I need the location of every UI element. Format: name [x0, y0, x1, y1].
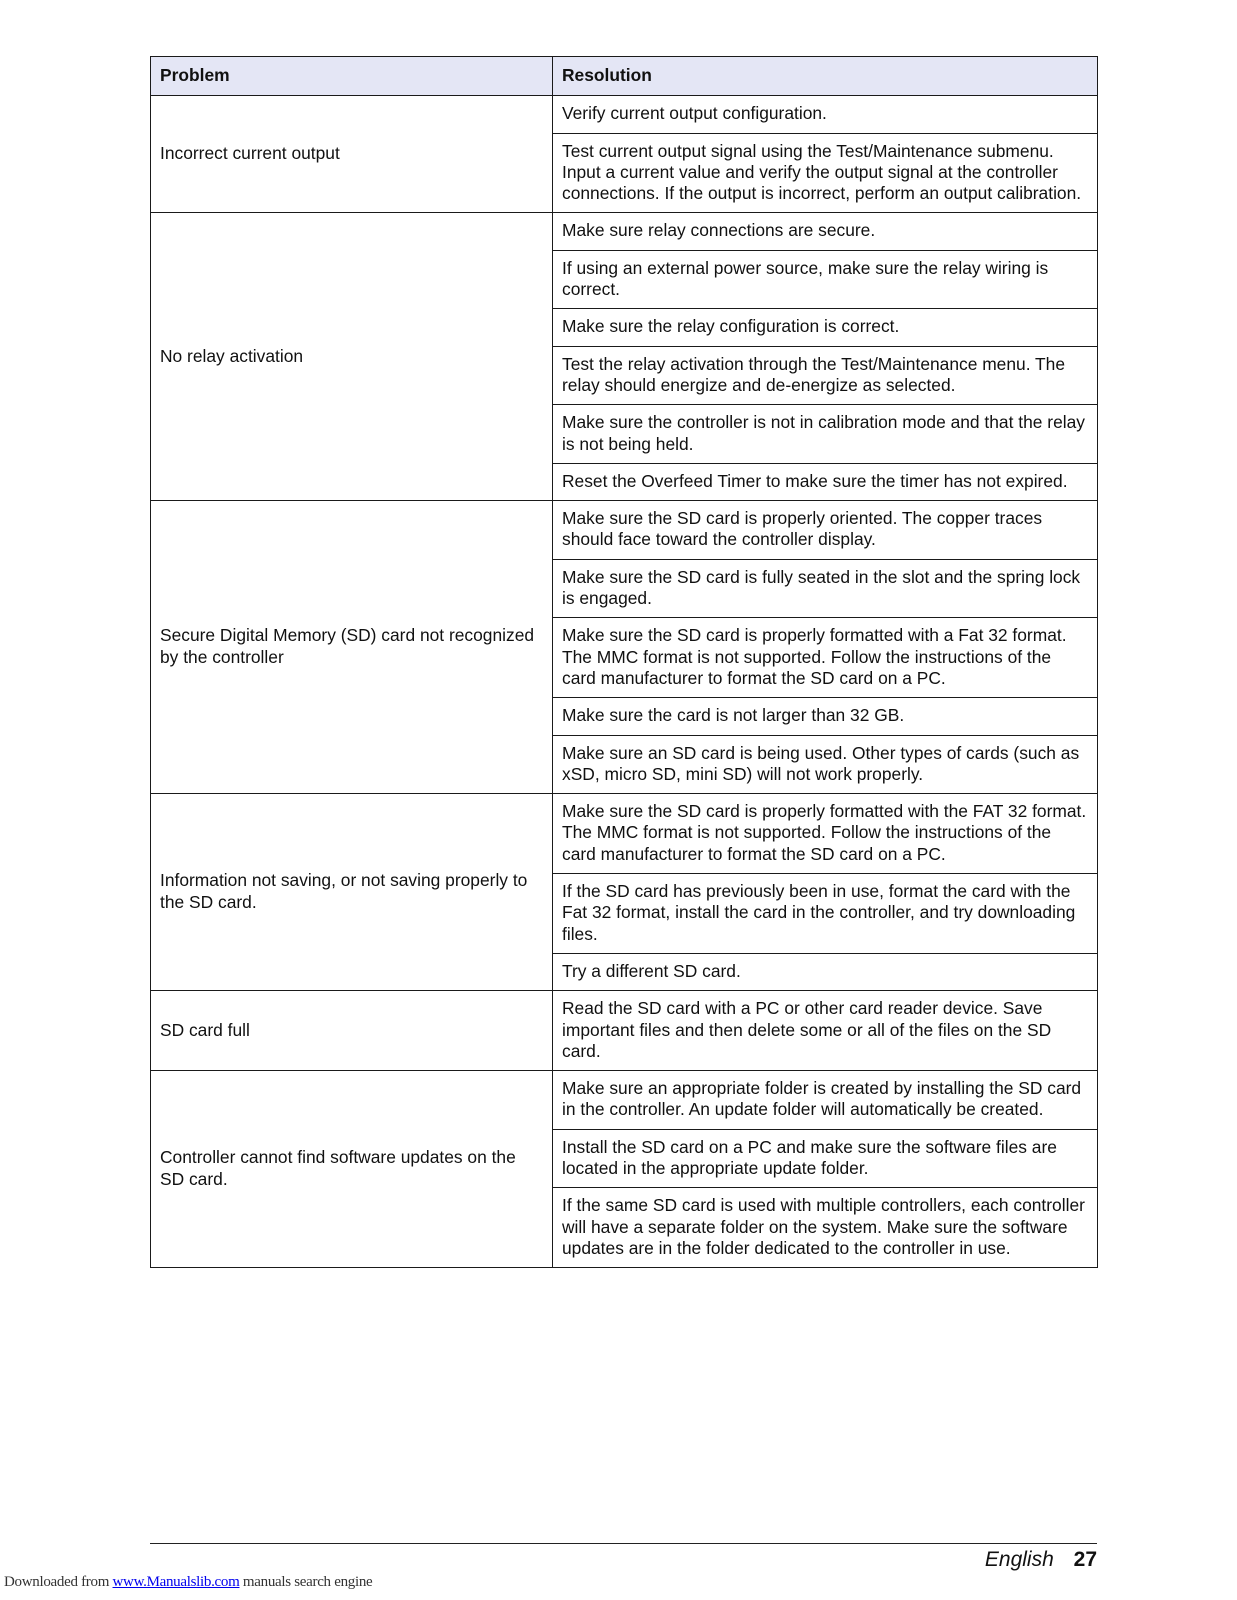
troubleshooting-table	[150, 56, 1098, 1268]
table-row	[151, 991, 1098, 1071]
table-row	[151, 1071, 1098, 1130]
footer-language: English	[984, 1548, 1054, 1571]
resolution-cell: If the same SD card is used with multiple controllers, each controller will have a separate folder on the system. Make sure the software updates are in the folder dedicated to the controller in use.	[553, 1188, 1098, 1268]
resolution-cell: Make sure the SD card is properly formatted with a Fat 32 format. The MMC format is not supported. Follow the instructions of the card manufacturer to format the SD card on a PC.	[553, 618, 1098, 698]
table-row	[151, 96, 1098, 133]
problem-column-header: Problem	[151, 57, 553, 96]
download-note	[4, 1574, 372, 1591]
resolution-cell: Make sure an appropriate folder is created by installing the SD card in the controller. An update folder will automatically be created.	[553, 1071, 1098, 1130]
footer-rule	[150, 1543, 1097, 1544]
resolution-cell: Verify current output configuration.	[553, 96, 1098, 133]
download-note-suffix: manuals search engine	[239, 1574, 373, 1590]
page-number: 27	[1073, 1548, 1097, 1571]
resolution-cell: Read the SD card with a PC or other card reader device. Save important files and then delete some or all of the files on the SD card.	[553, 991, 1098, 1071]
resolution-cell: Make sure the SD card is properly formatted with the FAT 32 format. The MMC format is not supported. Follow the instructions of the card manufacturer to format the SD card on a PC.	[553, 794, 1098, 874]
table-row	[151, 794, 1098, 874]
manualslib-link[interactable]: www.Manualslib.com	[112, 1574, 240, 1590]
download-note-prefix: Downloaded from	[4, 1574, 113, 1590]
resolution-cell: If using an external power source, make sure the relay wiring is correct.	[553, 250, 1098, 309]
problem-cell: Secure Digital Memory (SD) card not recognized by the controller	[151, 501, 553, 794]
page-footer	[985, 1548, 1097, 1572]
resolution-column-header: Resolution	[553, 57, 1098, 96]
resolution-cell: Install the SD card on a PC and make sure the software files are located in the appropriate update folder.	[553, 1129, 1098, 1188]
table-row	[151, 501, 1098, 560]
problem-cell: Incorrect current output	[151, 96, 553, 213]
resolution-cell: Make sure an SD card is being used. Other types of cards (such as xSD, micro SD, mini SD) will not work properly.	[553, 735, 1098, 794]
resolution-cell: Make sure the controller is not in calibration mode and that the relay is not being held.	[553, 405, 1098, 464]
problem-cell: No relay activation	[151, 213, 553, 501]
resolution-cell: If the SD card has previously been in use, format the card with the Fat 32 format, install the card in the controller, and try downloading files.	[553, 874, 1098, 954]
resolution-cell: Make sure the SD card is properly oriented. The copper traces should face toward the controller display.	[553, 501, 1098, 560]
problem-cell: Controller cannot find software updates on the SD card.	[151, 1071, 553, 1268]
table-body	[151, 96, 1098, 1268]
resolution-cell: Try a different SD card.	[553, 953, 1098, 990]
resolution-cell: Make sure the relay configuration is correct.	[553, 309, 1098, 346]
problem-cell: SD card full	[151, 991, 553, 1071]
resolution-cell: Test the relay activation through the Test/Maintenance menu. The relay should energize and de-energize as selected.	[553, 346, 1098, 405]
resolution-cell: Make sure the SD card is fully seated in the slot and the spring lock is engaged.	[553, 559, 1098, 618]
table-header-row	[151, 57, 1098, 96]
resolution-cell: Reset the Overfeed Timer to make sure the timer has not expired.	[553, 463, 1098, 500]
resolution-cell: Make sure the card is not larger than 32 GB.	[553, 698, 1098, 735]
problem-cell: Information not saving, or not saving properly to the SD card.	[151, 794, 553, 991]
resolution-cell: Test current output signal using the Test/Maintenance submenu. Input a current value and verify the output signal at the controller connections. If the output is incorrect, perform an output calibration.	[553, 133, 1098, 213]
table-row	[151, 213, 1098, 250]
resolution-cell: Make sure relay connections are secure.	[553, 213, 1098, 250]
